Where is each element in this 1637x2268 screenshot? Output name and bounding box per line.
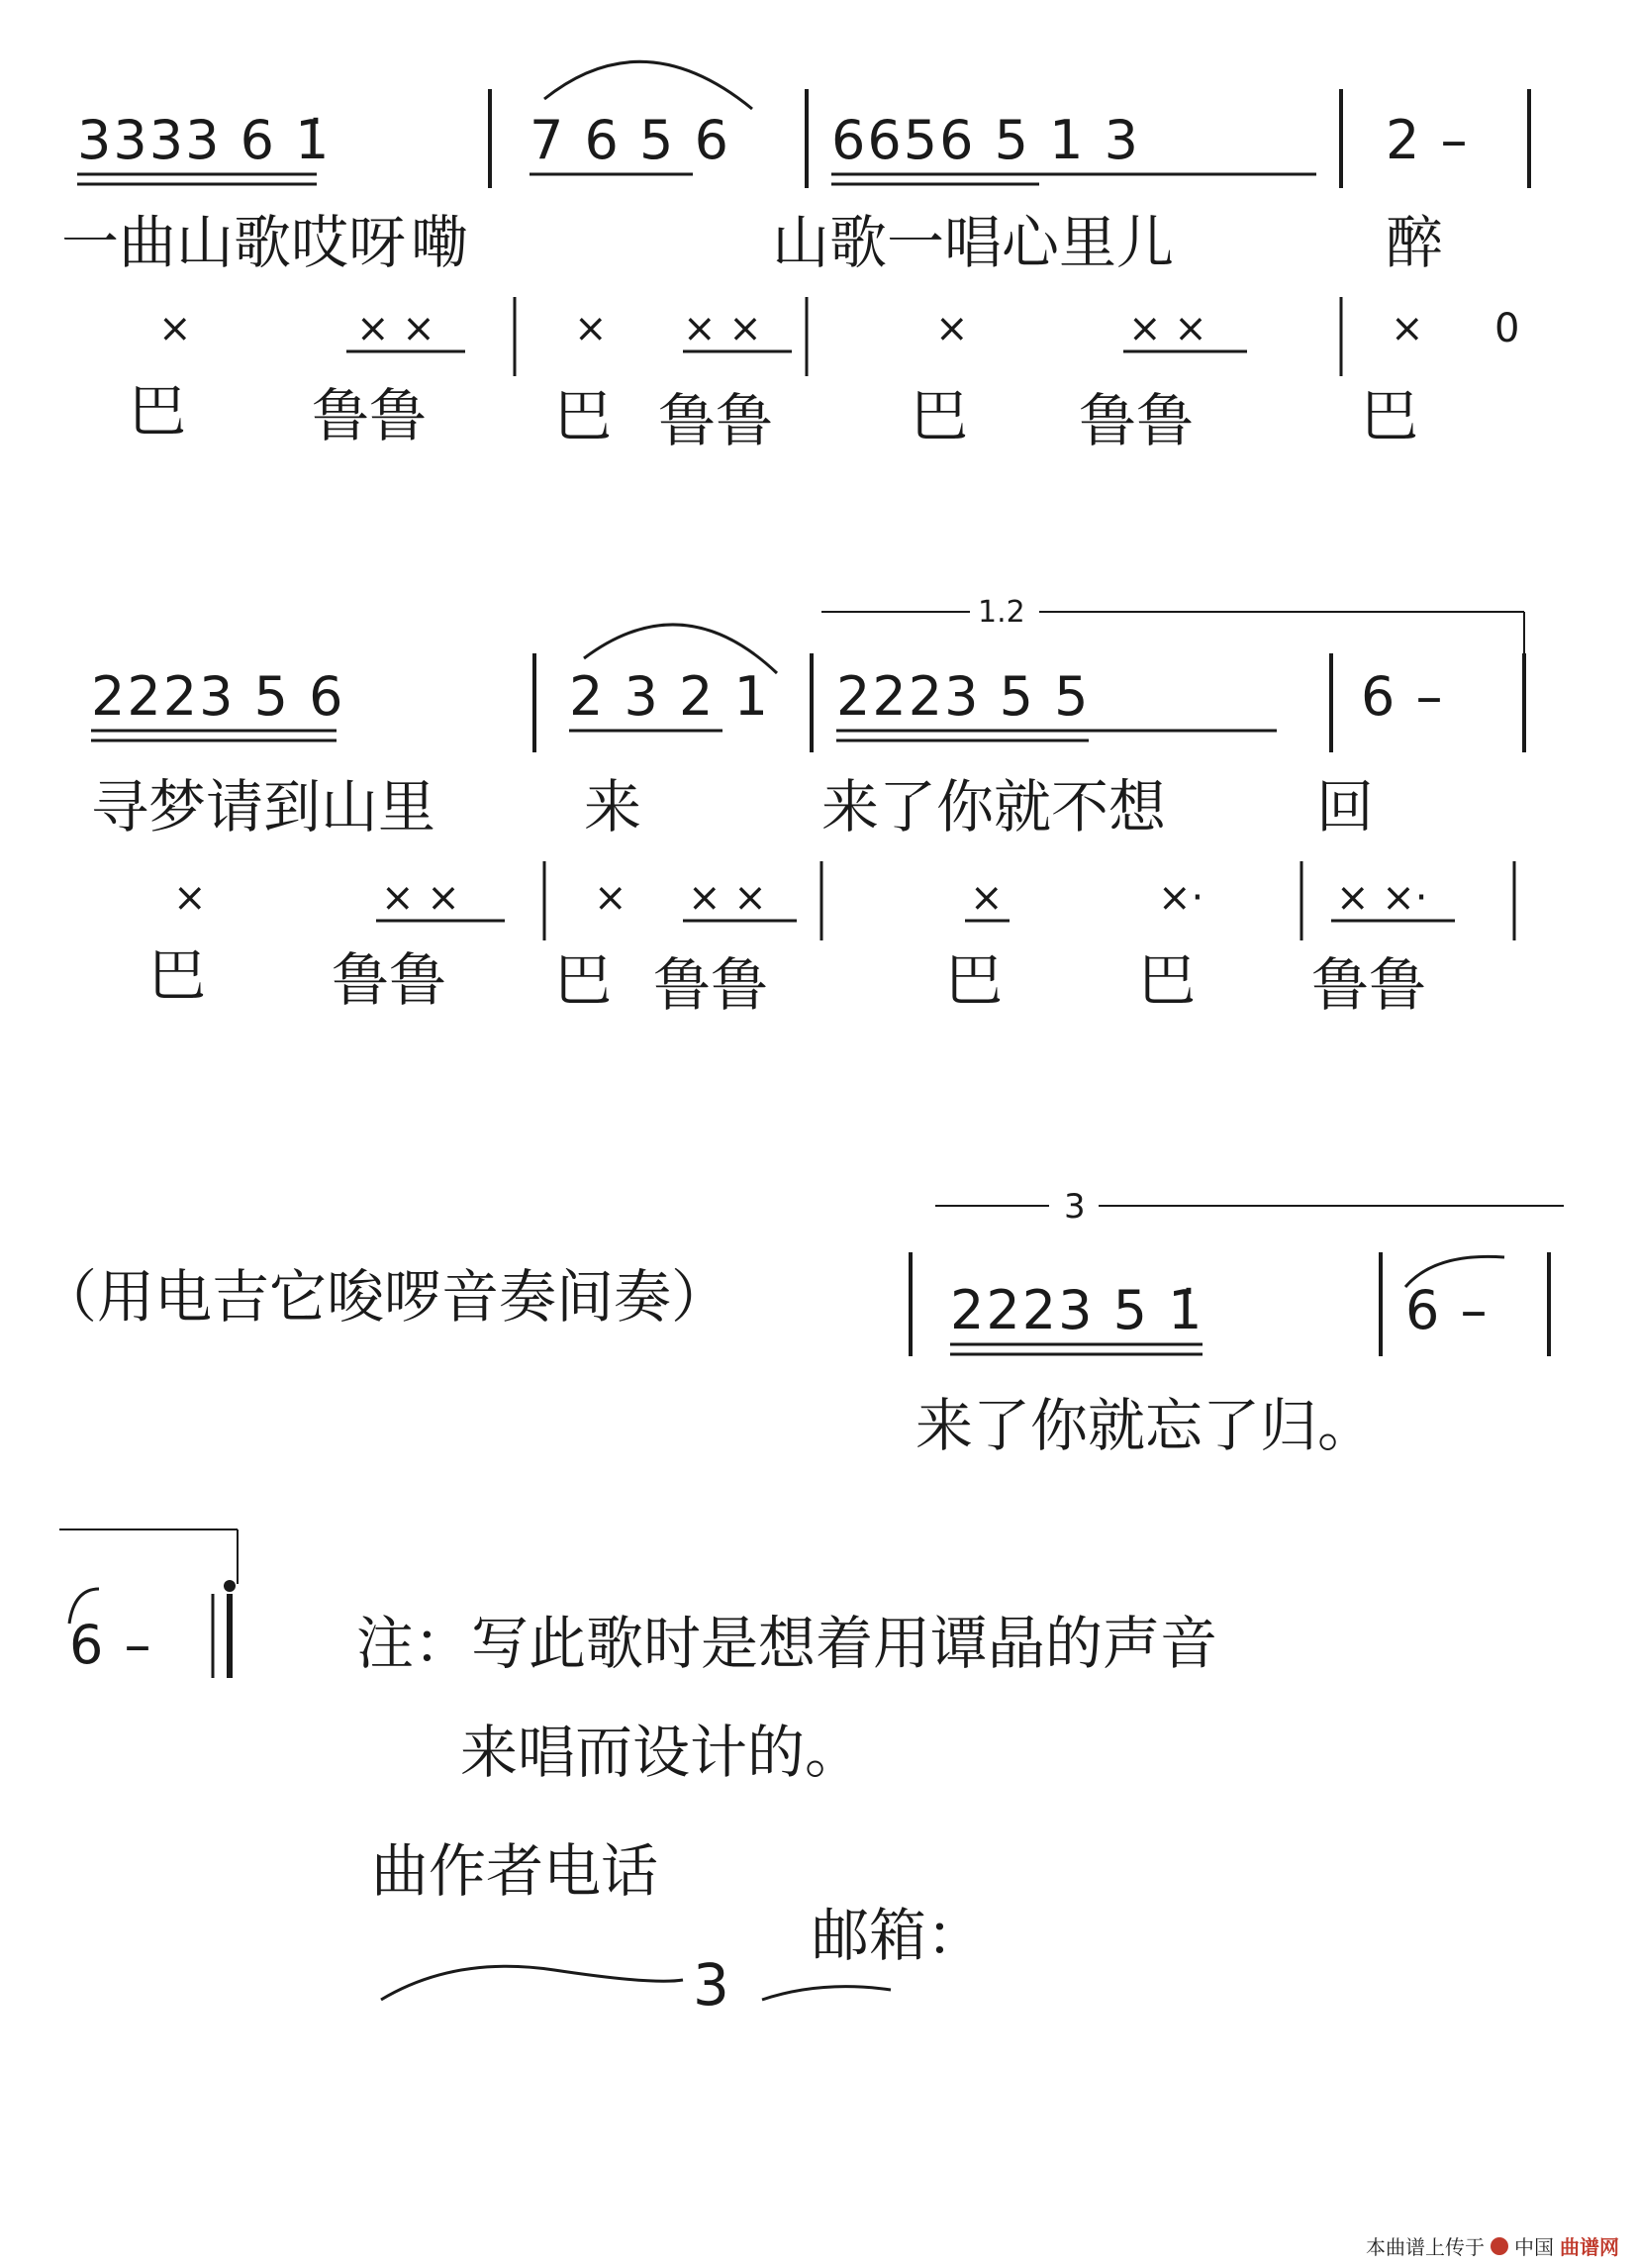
email-label: 邮箱： (812, 1902, 985, 1969)
perc-x: × (594, 875, 627, 921)
syllable: 巴 (1361, 382, 1419, 449)
interlude-text: （用电吉它唆啰音奏间奏） (40, 1263, 729, 1331)
measure-6-notes: 2 3 2 1 (569, 665, 770, 728)
final-notes: 6 – (69, 1614, 153, 1676)
measure-1-notes: 3333 6 1̇ (77, 109, 332, 171)
volta-label: 3 (1064, 1187, 1086, 1227)
perc-x: ×· (1158, 875, 1204, 921)
syllable: 巴 (554, 382, 613, 449)
syllable: 鲁鲁 (332, 946, 447, 1014)
syllable: 巴 (945, 946, 1004, 1014)
measure-2-notes: 7 6 5 6 (530, 109, 730, 171)
repeat-dot (224, 1580, 236, 1592)
perc-x: × × (688, 875, 767, 921)
lyrics-1b: 嘞 (411, 209, 469, 276)
perc-x: × × (356, 306, 435, 351)
measure-10-notes: 6 – (1405, 1279, 1490, 1341)
annotation-line-1: 注：写此歌时是想着用谭晶的声音 (356, 1610, 1218, 1677)
annotation-line-2: 来唱而设计的。 (460, 1719, 863, 1786)
volta-label: 1.2 (978, 595, 1025, 630)
system-2 (91, 595, 1524, 1019)
lyrics-1a: 一曲山歌哎呀 (61, 209, 407, 276)
measure-9-notes: 2223 5 1̇ (950, 1279, 1204, 1341)
site-footer (1366, 2231, 1619, 2260)
measure-4-notes: 2 – (1386, 109, 1470, 171)
site-name[interactable]: 中国 (1514, 2235, 1554, 2259)
lyrics-1c: 山歌一唱心里儿 (772, 209, 1175, 276)
measure-3-notes: 6656 5 1 3 (831, 109, 1140, 171)
slur (544, 61, 752, 109)
syllable: 鲁鲁 (653, 951, 769, 1019)
system-3 (40, 1187, 1564, 1459)
syllable: 巴 (554, 946, 613, 1014)
site-brand[interactable]: 曲谱网 (1560, 2235, 1619, 2259)
syllable: 巴 (129, 377, 187, 444)
perc-x: × ×· (1336, 875, 1428, 921)
measure-5-notes: 2223 5 6 (91, 665, 345, 728)
perc-x: × (158, 306, 192, 351)
perc-x: × (970, 875, 1004, 921)
syllable: 巴 (911, 382, 969, 449)
perc-x: × (574, 306, 608, 351)
lyrics-2b: 来 (584, 773, 642, 840)
composer-phone: 曲作者电话 (371, 1837, 659, 1905)
syllable: 巴 (1138, 946, 1197, 1014)
measure-8-notes: 6 – (1361, 665, 1445, 728)
perc-x: × × (381, 875, 460, 921)
perc-x: × (173, 875, 207, 921)
perc-x: × × (1128, 306, 1207, 351)
lyrics-2c: 来了你就不想 (821, 773, 1167, 840)
redaction-scribble (381, 1966, 683, 2000)
redaction-scribble (762, 1987, 891, 2000)
lyrics-2a: 寻梦请到山里 (91, 773, 436, 840)
lyrics-3: 来了你就忘了归。 (915, 1392, 1376, 1459)
syllable: 巴 (148, 941, 207, 1009)
perc-rest: 0 (1494, 306, 1520, 351)
syllable: 鲁鲁 (1311, 951, 1427, 1019)
measure-7-notes: 2223 5 5 (836, 665, 1091, 728)
lyrics-2d: 回 (1316, 773, 1375, 840)
system-1 (61, 61, 1529, 454)
perc-x: × (1391, 306, 1424, 351)
lyrics-1d: 醉 (1386, 209, 1444, 276)
system-4 (59, 1529, 1217, 2019)
perc-x: × (935, 306, 969, 351)
perc-x: × × (683, 306, 762, 351)
redacted-mark: 3 (693, 1951, 729, 2019)
syllable: 鲁鲁 (312, 382, 428, 449)
upload-text: 本曲谱上传于 (1366, 2235, 1485, 2259)
syllable: 鲁鲁 (658, 387, 774, 454)
site-logo-icon (1491, 2237, 1508, 2255)
syllable: 鲁鲁 (1079, 387, 1195, 454)
